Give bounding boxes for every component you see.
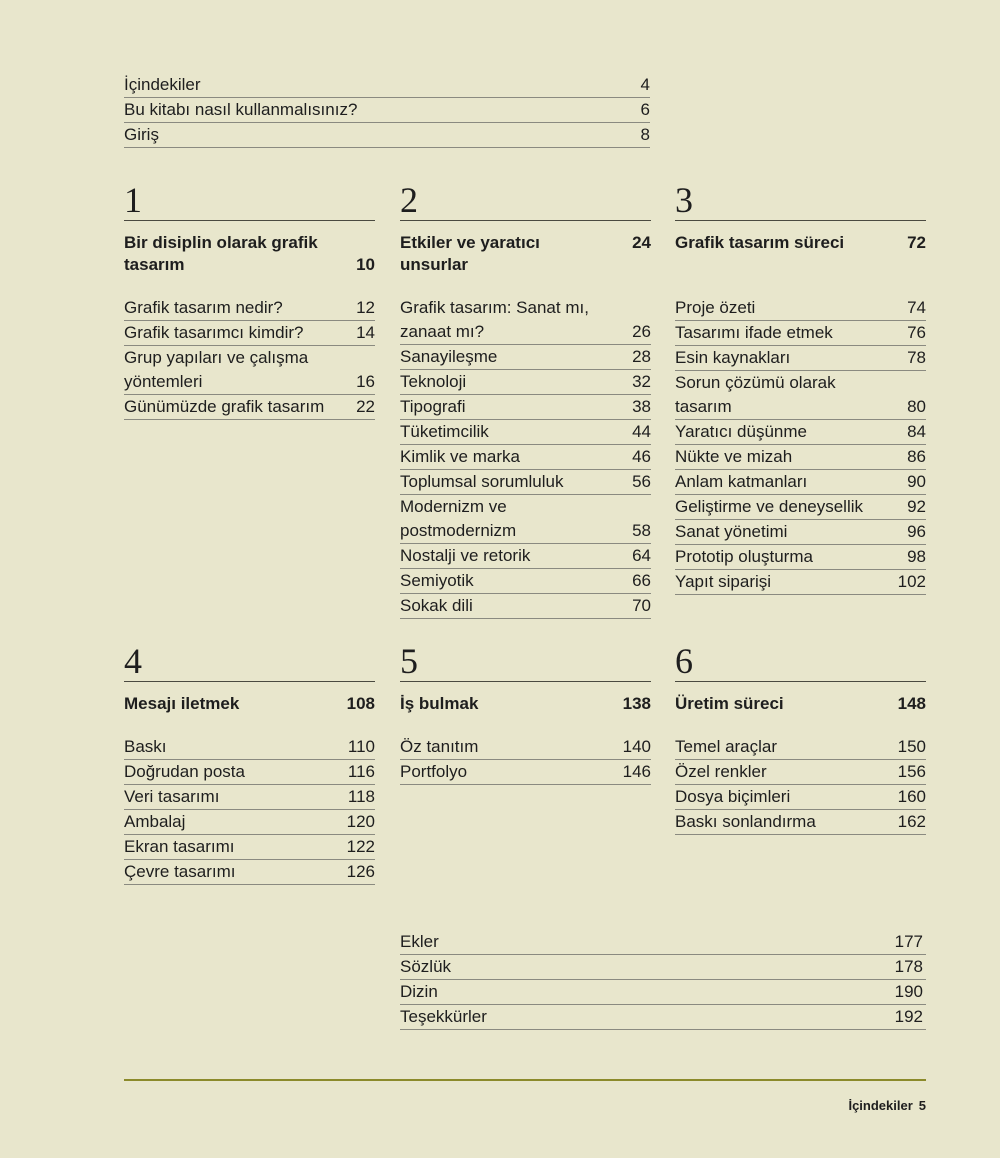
toc-entry-title: Öz tanıtım xyxy=(400,737,479,756)
chapter-title: Bir disiplin olarak grafik tasarım xyxy=(124,233,318,274)
toc-entry-page: 32 xyxy=(632,372,651,391)
chapter-heading[interactable] xyxy=(124,693,375,715)
toc-entry[interactable] xyxy=(675,296,926,321)
toc-entry-title: Teknoloji xyxy=(400,372,467,391)
chapter-page: 72 xyxy=(907,233,926,252)
toc-entry-title: Yaratıcı düşünme xyxy=(675,422,807,441)
back-matter-item[interactable] xyxy=(400,1005,926,1030)
toc-entry-title: Esin kaynakları xyxy=(675,348,791,367)
toc-entry[interactable] xyxy=(675,570,926,595)
toc-entry[interactable] xyxy=(400,735,651,760)
toc-entry[interactable] xyxy=(675,520,926,545)
front-matter-page: 4 xyxy=(640,75,650,94)
chapter-items xyxy=(124,296,375,420)
toc-entry-page: 12 xyxy=(356,298,375,317)
toc-entry-title: Baskı xyxy=(124,737,167,756)
front-matter-page: 6 xyxy=(640,100,650,119)
toc-entry-page: 44 xyxy=(632,422,651,441)
toc-entry[interactable] xyxy=(400,395,651,420)
toc-entry-page: 86 xyxy=(907,447,926,466)
toc-entry-page: 98 xyxy=(907,547,926,566)
chapter-number: 1 xyxy=(124,180,375,221)
toc-entry-page: 120 xyxy=(346,812,375,831)
toc-entry-page: 16 xyxy=(356,372,375,391)
chapter-page: 108 xyxy=(346,694,375,713)
toc-entry-page: 14 xyxy=(356,323,375,342)
front-matter-title: Bu kitabı nasıl kullanmalısınız? xyxy=(124,100,358,119)
toc-entry[interactable] xyxy=(400,470,651,495)
chapter-5 xyxy=(400,641,651,785)
chapter-number: 2 xyxy=(400,180,651,221)
back-matter-item[interactable] xyxy=(400,930,926,955)
toc-entry-page: 90 xyxy=(907,472,926,491)
toc-entry-page: 162 xyxy=(897,812,926,831)
toc-entry-title: Tasarımı ifade etmek xyxy=(675,323,833,342)
back-matter-page: 178 xyxy=(894,957,923,976)
toc-entry-page: 56 xyxy=(632,472,651,491)
toc-entry[interactable] xyxy=(400,370,651,395)
toc-entry-page: 110 xyxy=(347,737,375,756)
toc-entry-title: Geliştirme ve deneysellik xyxy=(675,497,864,516)
back-matter-item[interactable] xyxy=(400,980,926,1005)
toc-entry[interactable] xyxy=(400,760,651,785)
footer-page-number: 5 xyxy=(918,1098,926,1113)
chapter-title: Grafik tasarım süreci xyxy=(675,233,845,252)
toc-entry[interactable] xyxy=(124,296,375,321)
toc-entry-title: Ambalaj xyxy=(124,812,186,831)
toc-entry-title: Veri tasarımı xyxy=(124,787,220,806)
chapter-number: 4 xyxy=(124,641,375,682)
back-matter-page: 190 xyxy=(894,982,923,1001)
toc-entry-page: 102 xyxy=(897,572,926,591)
toc-entry-title: Proje özeti xyxy=(675,298,756,317)
toc-entry[interactable] xyxy=(124,395,375,420)
toc-entry[interactable] xyxy=(124,835,375,860)
toc-entry-page: 78 xyxy=(907,348,926,367)
toc-entry-page: 76 xyxy=(907,323,926,342)
toc-entry-page: 26 xyxy=(632,322,651,341)
chapter-page: 10 xyxy=(356,255,375,274)
toc-entry-title: Grup yapıları ve çalışma yöntemleri xyxy=(124,348,309,391)
chapter-4 xyxy=(124,641,375,885)
toc-entry-page: 122 xyxy=(346,837,375,856)
running-footer xyxy=(848,1098,926,1113)
toc-entry-title: Sorun çözümü olarak tasarım xyxy=(675,373,836,416)
toc-entry-title: Özel renkler xyxy=(675,762,767,781)
chapter-heading[interactable] xyxy=(400,693,651,715)
toc-entry-title: Semiyotik xyxy=(400,571,474,590)
chapter-number: 6 xyxy=(675,641,926,682)
toc-entry[interactable] xyxy=(675,810,926,835)
toc-entry[interactable] xyxy=(124,735,375,760)
toc-entry-page: 74 xyxy=(907,298,926,317)
footer-rule xyxy=(124,1079,926,1081)
chapter-title: İş bulmak xyxy=(400,694,479,713)
toc-entry-title: Günümüzde grafik tasarım xyxy=(124,397,325,416)
back-matter-item[interactable] xyxy=(400,955,926,980)
chapter-page: 24 xyxy=(632,233,651,252)
chapter-items xyxy=(675,735,926,835)
chapter-page: 138 xyxy=(622,694,651,713)
toc-entry[interactable] xyxy=(675,346,926,371)
back-matter-title: Dizin xyxy=(400,982,438,1001)
toc-entry-page: 140 xyxy=(622,737,651,756)
toc-entry[interactable] xyxy=(675,495,926,520)
toc-entry-page: 46 xyxy=(632,447,651,466)
toc-entry-title: Grafik tasarım: Sanat mı, zanaat mı? xyxy=(400,298,589,341)
toc-entry[interactable] xyxy=(675,470,926,495)
chapter-title: Etkiler ve yaratıcı unsurlar xyxy=(400,233,540,274)
front-matter-item[interactable] xyxy=(124,123,650,148)
toc-entry[interactable] xyxy=(400,296,651,345)
front-matter-list xyxy=(124,73,650,148)
back-matter-title: Ekler xyxy=(400,932,439,951)
chapter-heading[interactable] xyxy=(400,232,651,276)
toc-entry[interactable] xyxy=(124,346,375,395)
toc-entry-title: Tüketimcilik xyxy=(400,422,489,441)
chapter-heading[interactable] xyxy=(675,232,926,276)
toc-entry[interactable] xyxy=(124,785,375,810)
toc-entry[interactable] xyxy=(400,544,651,569)
toc-entry[interactable] xyxy=(675,321,926,346)
toc-entry[interactable] xyxy=(675,445,926,470)
toc-entry-title: Sanayileşme xyxy=(400,347,498,366)
chapter-items xyxy=(675,296,926,595)
toc-entry-title: Doğrudan posta xyxy=(124,762,245,781)
toc-entry-title: Toplumsal sorumluluk xyxy=(400,472,564,491)
back-matter-list xyxy=(400,930,926,1030)
toc-entry[interactable] xyxy=(124,810,375,835)
toc-entry-title: Grafik tasarımcı kimdir? xyxy=(124,323,304,342)
toc-entry[interactable] xyxy=(400,569,651,594)
toc-entry[interactable] xyxy=(124,760,375,785)
chapter-number: 5 xyxy=(400,641,651,682)
toc-entry-page: 92 xyxy=(907,497,926,516)
toc-entry-title: Dosya biçimleri xyxy=(675,787,791,806)
toc-entry[interactable] xyxy=(400,495,651,544)
toc-entry-title: Tipografi xyxy=(400,397,466,416)
toc-entry[interactable] xyxy=(675,545,926,570)
back-matter-page: 177 xyxy=(894,932,923,951)
toc-entry-title: Temel araçlar xyxy=(675,737,778,756)
toc-entry-title: Sanat yönetimi xyxy=(675,522,788,541)
front-matter-item[interactable] xyxy=(124,98,650,123)
chapter-heading[interactable] xyxy=(675,693,926,715)
back-matter-title: Teşekkürler xyxy=(400,1007,487,1026)
toc-entry[interactable] xyxy=(124,860,375,885)
front-matter-item[interactable] xyxy=(124,73,650,98)
toc-entry-page: 64 xyxy=(632,546,651,565)
toc-entry[interactable] xyxy=(675,785,926,810)
toc-entry-title: Ekran tasarımı xyxy=(124,837,235,856)
chapter-title: Üretim süreci xyxy=(675,694,784,713)
chapter-3 xyxy=(675,180,926,595)
front-matter-title: Giriş xyxy=(124,125,159,144)
chapter-page: 148 xyxy=(897,694,926,713)
toc-entry[interactable] xyxy=(675,420,926,445)
chapter-number: 3 xyxy=(675,180,926,221)
toc-entry-page: 126 xyxy=(346,862,375,881)
toc-entry[interactable] xyxy=(400,594,651,619)
toc-entry-page: 28 xyxy=(632,347,651,366)
toc-entry-title: Grafik tasarım nedir? xyxy=(124,298,283,317)
chapter-2 xyxy=(400,180,651,619)
toc-entry-title: Baskı sonlandırma xyxy=(675,812,816,831)
toc-entry-page: 38 xyxy=(632,397,651,416)
back-matter-title: Sözlük xyxy=(400,957,452,976)
toc-entry[interactable] xyxy=(400,445,651,470)
toc-entry-page: 70 xyxy=(632,596,651,615)
front-matter-title: İçindekiler xyxy=(124,75,201,94)
toc-entry[interactable] xyxy=(675,735,926,760)
toc-entry-title: Nükte ve mizah xyxy=(675,447,793,466)
toc-entry-title: Anlam katmanları xyxy=(675,472,808,491)
front-matter-page: 8 xyxy=(640,125,650,144)
toc-entry[interactable] xyxy=(124,321,375,346)
footer-label: İçindekiler xyxy=(848,1098,913,1113)
chapter-title: Mesajı iletmek xyxy=(124,694,240,713)
toc-entry-page: 80 xyxy=(907,397,926,416)
toc-entry-title: Prototip oluşturma xyxy=(675,547,813,566)
toc-entry-title: Çevre tasarımı xyxy=(124,862,236,881)
toc-entry-page: 66 xyxy=(632,571,651,590)
chapter-1 xyxy=(124,180,375,420)
toc-entry[interactable] xyxy=(675,371,926,420)
toc-entry-title: Sokak dili xyxy=(400,596,473,615)
toc-entry-page: 58 xyxy=(632,521,651,540)
chapter-items xyxy=(400,296,651,619)
chapter-items xyxy=(400,735,651,785)
toc-entry-page: 150 xyxy=(897,737,926,756)
toc-entry-page: 146 xyxy=(622,762,651,781)
back-matter-page: 192 xyxy=(894,1007,923,1026)
chapter-6 xyxy=(675,641,926,835)
toc-entry-title: Portfolyo xyxy=(400,762,468,781)
toc-entry-title: Modernizm ve postmodernizm xyxy=(400,497,517,540)
toc-entry-page: 96 xyxy=(907,522,926,541)
toc-entry-page: 160 xyxy=(897,787,926,806)
toc-entry[interactable] xyxy=(675,760,926,785)
toc-entry-title: Nostalji ve retorik xyxy=(400,546,531,565)
toc-entry-title: Yapıt siparişi xyxy=(675,572,772,591)
toc-entry[interactable] xyxy=(400,345,651,370)
toc-entry[interactable] xyxy=(400,420,651,445)
toc-entry-page: 118 xyxy=(347,787,375,806)
chapter-items xyxy=(124,735,375,885)
toc-entry-page: 84 xyxy=(907,422,926,441)
chapter-heading[interactable] xyxy=(124,232,375,276)
toc-entry-title: Kimlik ve marka xyxy=(400,447,520,466)
toc-entry-page: 116 xyxy=(347,762,375,781)
toc-entry-page: 22 xyxy=(356,397,375,416)
toc-entry-page: 156 xyxy=(897,762,926,781)
